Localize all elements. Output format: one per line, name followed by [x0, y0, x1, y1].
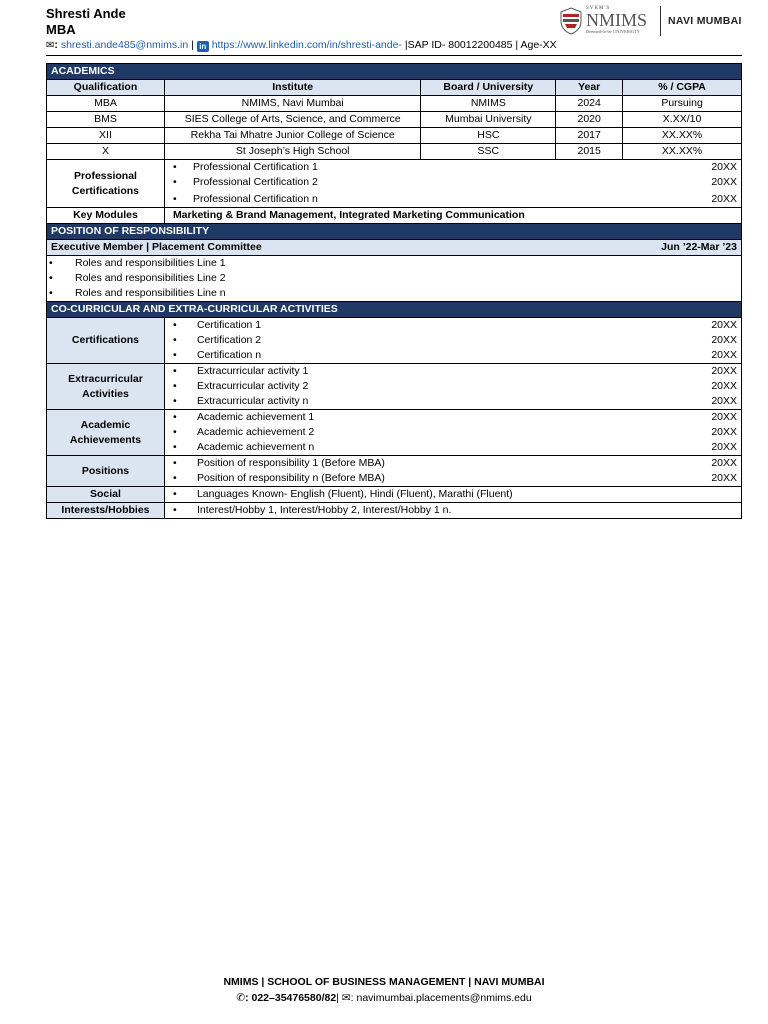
list-item — [173, 410, 737, 425]
list-item — [173, 364, 737, 379]
brand-name: NMIMS — [586, 10, 648, 30]
row-label: Academic Achievements — [47, 410, 165, 456]
qualification-cell: BMS — [47, 112, 165, 128]
item-text: Academic achievement 1 — [196, 411, 315, 423]
interests-value — [164, 503, 741, 519]
row-label: Key Modules — [47, 208, 165, 224]
item-year: 20XX — [711, 395, 737, 407]
item-text: Professional Certification n — [192, 193, 318, 205]
item-year: 20XX — [711, 472, 737, 484]
score-cell: XX.XX% — [623, 128, 742, 144]
item-year: 20XX — [711, 193, 737, 205]
academic-achievements-list — [164, 410, 741, 456]
row-label: Interests/Hobbies — [47, 503, 165, 519]
column-header: Qualification — [47, 80, 165, 96]
linkedin-link[interactable]: https://www.linkedin.com/in/shresti-ande- — [211, 39, 402, 51]
bullet-icon: • — [172, 349, 177, 361]
sap-id: |SAP ID- 80012200485 — [404, 39, 513, 51]
item-year: 20XX — [711, 365, 737, 377]
score-cell: Pursuing — [623, 96, 742, 112]
list-item — [173, 425, 737, 440]
column-header: Board / University — [421, 80, 556, 96]
linkedin-icon: in — [197, 41, 209, 52]
qualification-cell: MBA — [47, 96, 165, 112]
academic-achievements-row — [47, 410, 742, 456]
por-lines — [47, 256, 742, 302]
section-title: POSITION OF RESPONSIBILITY — [47, 224, 742, 240]
resume-header — [46, 6, 742, 52]
resume-table — [46, 63, 742, 519]
list-item — [49, 256, 737, 271]
key-modules-row — [47, 208, 742, 224]
institute-cell: SIES College of Arts, Science, and Commerce — [164, 112, 421, 128]
score-cell: X.XX/10 — [623, 112, 742, 128]
item-text: Roles and responsibilities Line n — [75, 287, 226, 299]
role-title: Executive Member | Placement Committee — [51, 241, 262, 253]
nmims-crest-icon — [560, 7, 582, 35]
bullet-icon: • — [172, 319, 177, 331]
item-text: Extracurricular activity n — [196, 395, 309, 407]
section-header-cocurricular — [47, 302, 742, 318]
qualification-cell: XII — [47, 128, 165, 144]
list-item — [173, 175, 737, 190]
table-row — [47, 144, 742, 160]
board-cell: HSC — [421, 128, 556, 144]
item-text: Academic achievement n — [196, 441, 315, 453]
institute-cell: St Joseph’s High School — [164, 144, 421, 160]
institute-cell: Rekha Tai Mhatre Junior College of Science — [164, 128, 421, 144]
item-text: Languages Known- English (Fluent), Hindi (Fluent), Marathi (Fluent) — [196, 488, 513, 500]
board-cell: Mumbai University — [421, 112, 556, 128]
item-year: 20XX — [711, 457, 737, 469]
item-text: Professional Certification 2 — [192, 176, 318, 188]
table-row — [47, 96, 742, 112]
nmims-logo — [556, 6, 742, 38]
certifications-list — [164, 318, 741, 364]
bullet-icon: • — [172, 365, 177, 377]
item-year: 20XX — [711, 380, 737, 392]
por-role-row — [47, 240, 742, 256]
email-link[interactable]: shresti.ande485@nmims.in — [60, 39, 189, 51]
item-text: Extracurricular activity 1 — [196, 365, 309, 377]
role-duration: Jun ’22-Mar ’23 — [661, 241, 737, 253]
list-item — [49, 286, 737, 301]
list-item — [49, 271, 737, 286]
qualification-cell: X — [47, 144, 165, 160]
interests-row — [47, 503, 742, 519]
item-year: 20XX — [711, 334, 737, 346]
item-year: 20XX — [711, 426, 737, 438]
footer-title: NMIMS | SCHOOL OF BUSINESS MANAGEMENT | NAVI MUMBAI — [223, 976, 545, 988]
campus-name: NAVI MUMBAI — [668, 15, 742, 27]
footer-email[interactable]: : navimumbai.placements@nmims.edu — [350, 992, 532, 1004]
bullet-icon: • — [172, 472, 177, 484]
por-role — [47, 240, 742, 256]
column-header: Institute — [164, 80, 421, 96]
list-item — [173, 379, 737, 394]
list-item — [173, 348, 737, 363]
row-label: Social — [47, 487, 165, 503]
year-cell: 2020 — [556, 112, 623, 128]
board-cell: NMIMS — [421, 96, 556, 112]
bullet-icon: • — [172, 395, 177, 407]
footer-contact — [0, 992, 768, 1004]
separator: | — [188, 39, 197, 51]
item-text: Position of responsibility 1 (Before MBA) — [196, 457, 385, 469]
mail-icon: ✉ — [341, 992, 351, 1004]
candidate-name: Shresti Ande — [46, 6, 126, 21]
bullet-icon: • — [172, 411, 177, 423]
bullet-icon: • — [49, 272, 53, 284]
list-item — [173, 318, 737, 333]
brand-text — [586, 6, 654, 38]
bullet-icon: • — [172, 488, 177, 500]
footer-phone: : 022–35476580/82 — [245, 992, 337, 1004]
social-row — [47, 487, 742, 503]
key-modules-value: Marketing & Brand Management, Integrated Marketing Communication — [164, 208, 741, 224]
item-text: Position of responsibility n (Before MBA) — [196, 472, 385, 484]
brand-svkms: SVKM'S — [586, 6, 611, 11]
bullet-icon: • — [49, 287, 53, 299]
certifications-row — [47, 318, 742, 364]
mail-icon: ✉ — [46, 40, 55, 51]
year-cell: 2015 — [556, 144, 623, 160]
section-header-academics — [47, 64, 742, 80]
phone-icon: ✆ — [236, 992, 246, 1004]
score-cell: XX.XX% — [623, 144, 742, 160]
por-lines-row — [47, 256, 742, 302]
bullet-icon: • — [172, 441, 177, 453]
list-item — [173, 190, 737, 207]
list-item — [173, 440, 737, 455]
item-text: Roles and responsibilities Line 2 — [75, 272, 226, 284]
item-text: Certification 2 — [196, 334, 262, 346]
table-row — [47, 112, 742, 128]
year-cell: 2024 — [556, 96, 623, 112]
table-row — [47, 128, 742, 144]
brand-university: Deemed-to-be UNIVERSITY — [586, 29, 640, 34]
contact-line: ✉: shresti.ande485@nmims.in | in https://www.linkedin.com/in/shresti-ande- |SAP ID- 80012200485 | Age-XX — [46, 39, 557, 51]
logo-divider — [660, 6, 661, 36]
bullet-icon: • — [172, 161, 177, 173]
item-text: Certification 1 — [196, 319, 262, 331]
section-header-por — [47, 224, 742, 240]
item-text: Professional Certification 1 — [192, 161, 318, 173]
positions-row — [47, 456, 742, 487]
item-text: Certification n — [196, 349, 262, 361]
professional-certifications-list — [164, 160, 741, 208]
item-text: Extracurricular activity 2 — [196, 380, 309, 392]
bullet-icon: • — [172, 176, 177, 188]
item-year: 20XX — [711, 319, 737, 331]
extracurricular-row — [47, 364, 742, 410]
item-year: 20XX — [711, 349, 737, 361]
column-header: Year — [556, 80, 623, 96]
bullet-icon: • — [172, 193, 177, 205]
row-label: Certifications — [47, 318, 165, 364]
separator: | — [336, 992, 342, 1004]
list-item — [173, 394, 737, 409]
column-header: % / CGPA — [623, 80, 742, 96]
item-text: Interest/Hobby 1, Interest/Hobby 2, Interest/Hobby 1 n. — [196, 504, 452, 516]
extracurricular-list — [164, 364, 741, 410]
section-title: ACADEMICS — [47, 64, 742, 80]
item-text: Academic achievement 2 — [196, 426, 315, 438]
list-item — [173, 471, 737, 486]
item-year: 20XX — [711, 441, 737, 453]
list-item — [173, 160, 737, 175]
year-cell: 2017 — [556, 128, 623, 144]
positions-list — [164, 456, 741, 487]
item-year: 20XX — [711, 411, 737, 423]
row-label: Professional Certifications — [47, 160, 165, 208]
academics-column-headers — [47, 80, 742, 96]
institute-cell: NMIMS, Navi Mumbai — [164, 96, 421, 112]
list-item — [173, 456, 737, 471]
bullet-icon: • — [172, 380, 177, 392]
list-item — [173, 333, 737, 348]
candidate-degree: MBA — [46, 22, 76, 37]
bullet-icon: • — [172, 334, 177, 346]
bullet-icon: • — [49, 257, 53, 269]
item-year: 20XX — [711, 176, 737, 188]
header-rule — [46, 55, 742, 56]
bullet-icon: • — [172, 426, 177, 438]
bullet-icon: • — [172, 504, 177, 516]
row-label: Extracurricular Activities — [47, 364, 165, 410]
age: | Age-XX — [515, 39, 557, 51]
bullet-icon: • — [172, 457, 177, 469]
section-title: CO-CURRICULAR AND EXTRA-CURRICULAR ACTIVITIES — [47, 302, 742, 318]
item-text: Roles and responsibilities Line 1 — [75, 257, 226, 269]
professional-certifications-row — [47, 160, 742, 208]
item-year: 20XX — [711, 161, 737, 173]
board-cell: SSC — [421, 144, 556, 160]
social-value — [164, 487, 741, 503]
row-label: Positions — [47, 456, 165, 487]
